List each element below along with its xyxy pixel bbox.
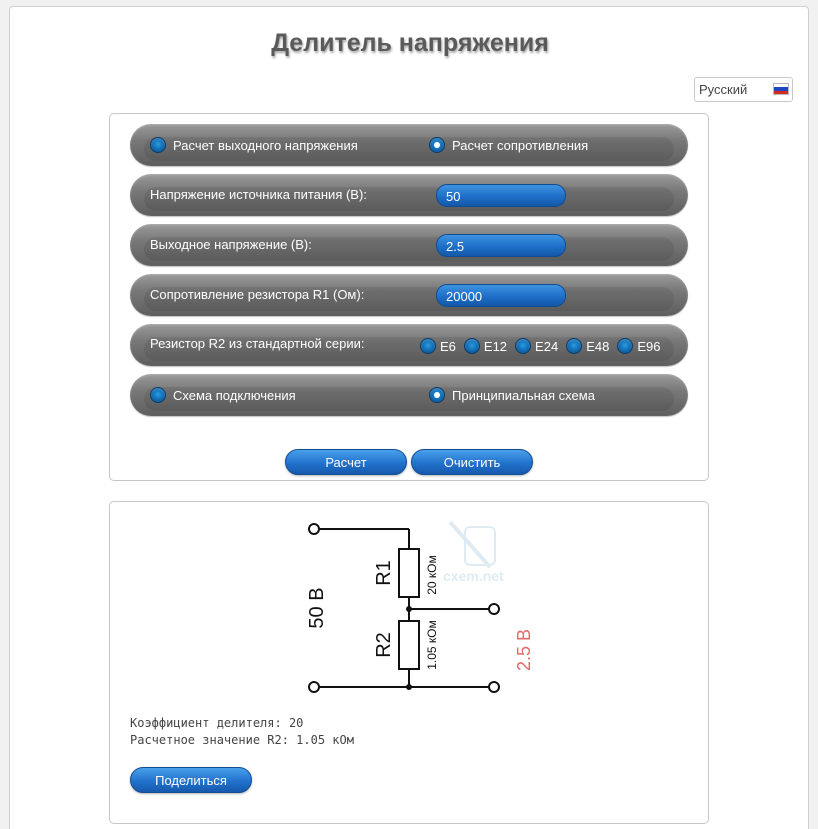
r2-value-label: 1.05 кОм: [425, 620, 439, 670]
r1-row: [130, 274, 688, 316]
input-terminal-top-icon: [309, 524, 319, 534]
divider-ratio-text: Коэффициент делителя: 20: [130, 716, 304, 730]
voltage-divider-schematic: [110, 502, 710, 712]
mode-row: [130, 124, 688, 166]
clear-button[interactable]: Очистить: [411, 449, 533, 475]
r1-value-label: 20 кОм: [425, 555, 439, 595]
series-e48-label: E48: [586, 338, 610, 354]
series-e12-label: E12: [483, 338, 508, 354]
radio-icon[interactable]: [464, 338, 480, 354]
radio-checked-icon[interactable]: [429, 387, 445, 403]
r1-label: Сопротивление резистора R1 (Ом):: [150, 287, 365, 302]
input-terminal-bottom-icon: [309, 682, 319, 692]
language-select[interactable]: [694, 77, 793, 102]
series-e6-label: E6: [440, 338, 456, 354]
language-label: Русский: [699, 82, 748, 97]
output-voltage-row: [130, 224, 688, 266]
series-e48-option[interactable]: [566, 336, 609, 356]
series-e12-option[interactable]: [464, 336, 507, 356]
series-e24-label: E24: [535, 338, 559, 354]
share-button[interactable]: Поделиться: [130, 767, 252, 793]
calculator-panel: [109, 113, 709, 481]
scheme-row: [130, 374, 688, 416]
page-title: Делитель напряжения: [271, 29, 549, 57]
r1-resistor-icon: [399, 549, 419, 597]
scheme-schematic-option[interactable]: [429, 385, 595, 405]
mode-resistance-label: Расчет сопротивления: [452, 137, 589, 153]
series-e96-label: E96: [637, 338, 661, 354]
output-voltage-label: Выходное напряжение (В):: [150, 237, 312, 252]
series-options: [420, 336, 668, 356]
mode-output-voltage-option[interactable]: [150, 135, 358, 155]
radio-icon[interactable]: [150, 387, 166, 403]
radio-icon[interactable]: [515, 338, 531, 354]
scheme-connection-option[interactable]: [150, 385, 296, 405]
series-row: [130, 324, 688, 366]
page: [9, 6, 809, 829]
mode-output-voltage-label: Расчет выходного напряжения: [173, 137, 358, 153]
series-e96-option[interactable]: [617, 336, 660, 356]
junction-dot-icon: [406, 606, 412, 612]
output-terminal-top-icon: [489, 604, 499, 614]
calculate-button[interactable]: Расчет: [285, 449, 407, 475]
output-terminal-bottom-icon: [489, 682, 499, 692]
series-e6-option[interactable]: [420, 336, 456, 356]
output-voltage-input[interactable]: 2.5: [436, 234, 566, 257]
radio-checked-icon[interactable]: [429, 137, 445, 153]
r2-calculated-text: Расчетное значение R2: 1.05 кОм: [130, 733, 354, 747]
r1-input[interactable]: 20000: [436, 284, 566, 307]
supply-voltage-row: [130, 174, 688, 216]
r2-name-label: R2: [373, 632, 395, 658]
mode-resistance-option[interactable]: [429, 135, 588, 155]
r2-resistor-icon: [399, 621, 419, 669]
output-voltage-label: 2.5 В: [514, 628, 534, 672]
radio-icon[interactable]: [420, 338, 436, 354]
series-label: Резистор R2 из стандартной серии:: [150, 336, 365, 351]
input-voltage-label: 50 В: [306, 587, 328, 629]
watermark-text: cxem.net: [443, 568, 504, 584]
result-panel: [109, 501, 709, 824]
russia-flag-icon: [773, 83, 789, 95]
r1-name-label: R1: [373, 560, 395, 586]
supply-voltage-input[interactable]: 50: [436, 184, 566, 207]
supply-voltage-label: Напряжение источника питания (В):: [150, 187, 367, 202]
junction-dot-icon: [406, 684, 412, 690]
scheme-connection-label: Схема подключения: [173, 387, 296, 403]
scheme-schematic-label: Принципиальная схема: [452, 387, 595, 403]
radio-icon[interactable]: [617, 338, 633, 354]
series-e24-option[interactable]: [515, 336, 558, 356]
radio-icon[interactable]: [566, 338, 582, 354]
radio-icon[interactable]: [150, 137, 166, 153]
watermark-logo-icon: [443, 522, 504, 584]
